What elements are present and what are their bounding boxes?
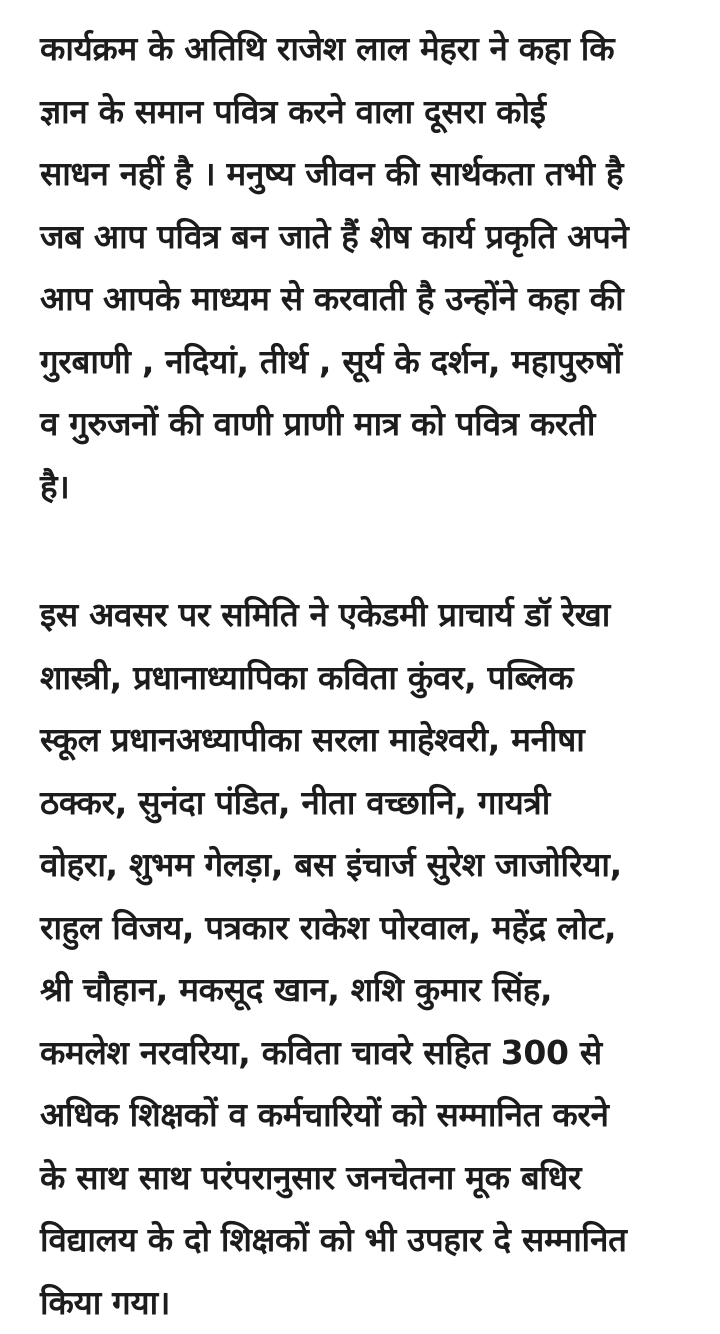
text-line: साधन नहीं है । मनुष्य जीवन की सार्थकता तभी है <box>40 143 700 206</box>
text-line: राहुल विजय, पत्रकार राकेश पोरवाल, महेंद्र लोट, <box>40 897 700 960</box>
text-line: व गुरुजनों की वाणी प्राणी मात्र को पवित्र करती <box>40 393 700 456</box>
text-line: किया गया। <box>40 1272 700 1334</box>
text-line: जब आप पवित्र बन जाते हैं शेष कार्य प्रकृति अपने <box>40 206 700 269</box>
text-line: के साथ साथ परंपरानुसार जनचेतना मूक बधिर <box>40 1147 700 1210</box>
text-line: ठक्कर, सुनंदा पंडित, नीता वच्छानि, गायत्री <box>40 772 700 835</box>
text-line: इस अवसर पर समिति ने एकेडमी प्राचार्य डॉ रेखा <box>40 584 700 647</box>
text-line: विद्यालय के दो शिक्षकों को भी उपहार दे सम्मानित <box>40 1209 700 1272</box>
text-line: स्कूल प्रधानअध्यापीका सरला माहेश्वरी, मनीषा <box>40 709 700 772</box>
text-line: शास्त्री, प्रधानाध्यापिका कविता कुंवर, पब्लिक <box>40 647 700 710</box>
text-line: गुरबाणी , नदियां, तीर्थ , सूर्य के दर्शन, महापुरुषों <box>40 331 700 394</box>
text-line: आप आपके माध्यम से करवाती है उन्होंने कहा की <box>40 268 700 331</box>
article-body <box>40 18 700 1334</box>
text-line: श्री चौहान, मकसूद खान, शशि कुमार सिंह, <box>40 959 700 1022</box>
text-line: है। <box>40 456 700 519</box>
text-line: ज्ञान के समान पवित्र करने वाला दूसरा कोई <box>40 81 700 144</box>
text-line: कार्यक्रम के अतिथि राजेश लाल मेहरा ने कहा कि <box>40 18 700 81</box>
paragraph-guest-speech <box>40 18 700 518</box>
paragraph-honorees <box>40 584 700 1334</box>
text-line: कमलेश नरवरिया, कविता चावरे सहित 300 से <box>40 1022 700 1085</box>
paragraph-spacer <box>40 518 700 584</box>
text-line: अधिक शिक्षकों व कर्मचारियों को सम्मानित करने <box>40 1084 700 1147</box>
text-line: वोहरा, शुभम गेलड़ा, बस इंचार्ज सुरेश जाजोरिया, <box>40 834 700 897</box>
